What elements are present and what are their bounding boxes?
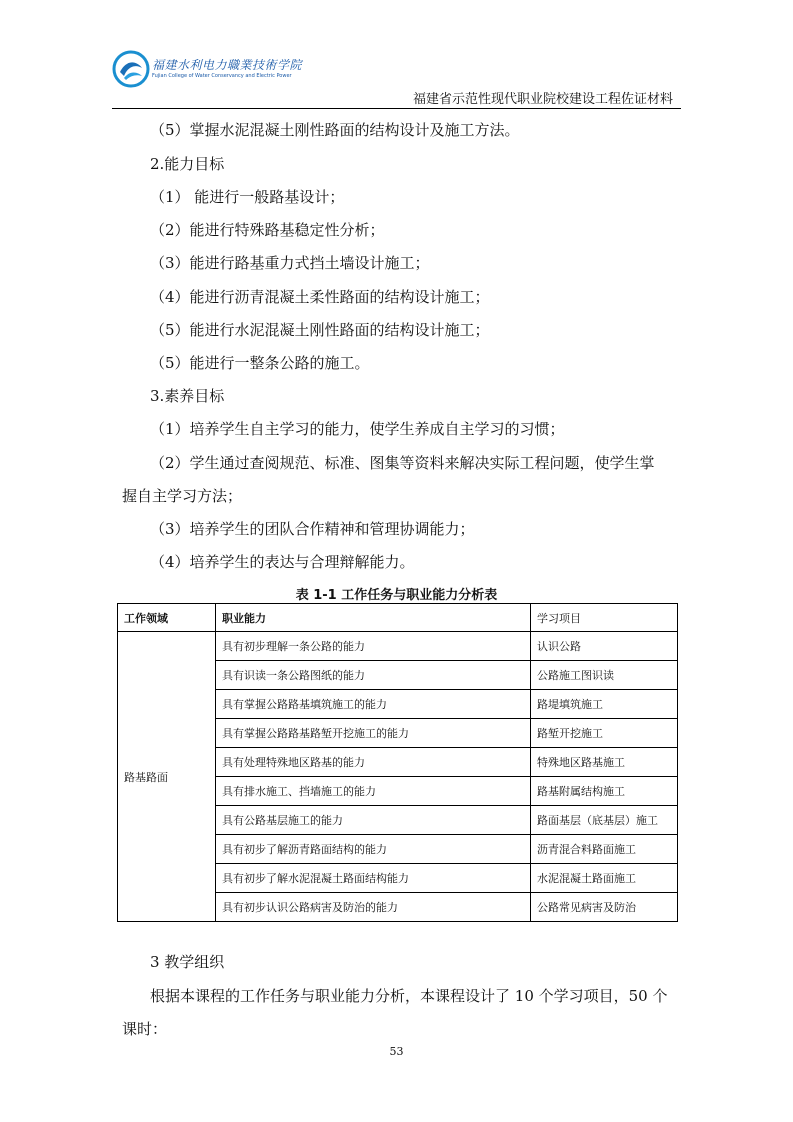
header-divider [112, 108, 681, 109]
ability-cell: 具有识读一条公路图纸的能力 [216, 661, 531, 690]
header-title: 福建省示范性现代职业院校建设工程佐证材料 [412, 92, 673, 107]
list-item: （5）能进行水泥混凝土刚性路面的结构设计施工； [150, 321, 490, 339]
college-emblem-icon [112, 50, 150, 88]
paragraph-line: 课时： [122, 1020, 168, 1038]
ability-cell: 具有初步了解沥青路面结构的能力 [216, 835, 531, 864]
column-header-ability: 职业能力 [216, 604, 531, 632]
list-item: （1）培养学生自主学习的能力，使学生养成自主学习的习惯； [150, 420, 565, 438]
column-header-domain: 工作领域 [118, 604, 216, 632]
ability-cell: 具有排水施工、挡墙施工的能力 [216, 777, 531, 806]
list-item: （2）学生通过查阅规范、标准、图集等资料来解决实际工程问题，使学生掌 [150, 454, 655, 472]
paragraph-line: 根据本课程的工作任务与职业能力分析，本课程设计了 10 个学习项目，50 个 [150, 987, 668, 1005]
domain-cell: 路基路面 [118, 632, 216, 922]
project-cell: 特殊地区路基施工 [531, 748, 678, 777]
section-heading-ability: 2.能力目标 [150, 155, 225, 173]
project-cell: 公路常见病害及防治 [531, 893, 678, 922]
logo-english-text: Fujian College of Water Conservancy and Electric Power [152, 73, 292, 79]
ability-cell: 具有初步理解一条公路的能力 [216, 632, 531, 661]
list-item: （3）培养学生的团队合作精神和管理协调能力； [150, 520, 475, 538]
list-item: （5）能进行一整条公路的施工。 [150, 354, 370, 372]
logo-chinese-text: 福建水利电力職業技術学院 [152, 58, 303, 72]
project-cell: 公路施工图识读 [531, 661, 678, 690]
ability-cell: 具有初步了解水泥混凝土路面结构能力 [216, 864, 531, 893]
list-item: （1） 能进行一般路基设计； [150, 188, 345, 206]
table-row [118, 632, 678, 661]
table-caption: 表 1-1 工作任务与职业能力分析表 [295, 588, 498, 603]
list-item: （2）能进行特殊路基稳定性分析； [150, 221, 385, 239]
ability-cell: 具有掌握公路路基填筑施工的能力 [216, 690, 531, 719]
list-item-continuation: 握自主学习方法； [122, 487, 243, 505]
list-item: （4）培养学生的表达与合理辩解能力。 [150, 553, 415, 571]
ability-cell: 具有掌握公路路基路堑开挖施工的能力 [216, 719, 531, 748]
project-cell: 沥青混合料路面施工 [531, 835, 678, 864]
page-number: 53 [389, 1045, 404, 1058]
ability-cell: 具有公路基层施工的能力 [216, 806, 531, 835]
ability-cell: 具有处理特殊地区路基的能力 [216, 748, 531, 777]
project-cell: 路堑开挖施工 [531, 719, 678, 748]
project-cell: 水泥混凝土路面施工 [531, 864, 678, 893]
paragraph-line: （5）掌握水泥混凝土刚性路面的结构设计及施工方法。 [150, 121, 520, 139]
college-logo [112, 46, 303, 90]
ability-analysis-table [117, 603, 678, 922]
project-cell: 路基附属结构施工 [531, 777, 678, 806]
list-item: （3）能进行路基重力式挡土墙设计施工； [150, 254, 430, 272]
column-header-project: 学习项目 [531, 604, 678, 632]
ability-cell: 具有初步认识公路病害及防治的能力 [216, 893, 531, 922]
project-cell: 路面基层（底基层）施工 [531, 806, 678, 835]
project-cell: 路堤填筑施工 [531, 690, 678, 719]
list-item: （4）能进行沥青混凝土柔性路面的结构设计施工； [150, 288, 490, 306]
section-heading-teaching: 3 教学组织 [150, 953, 225, 971]
section-heading-quality: 3.素养目标 [150, 387, 225, 405]
project-cell: 认识公路 [531, 632, 678, 661]
table-header-row [118, 604, 678, 632]
